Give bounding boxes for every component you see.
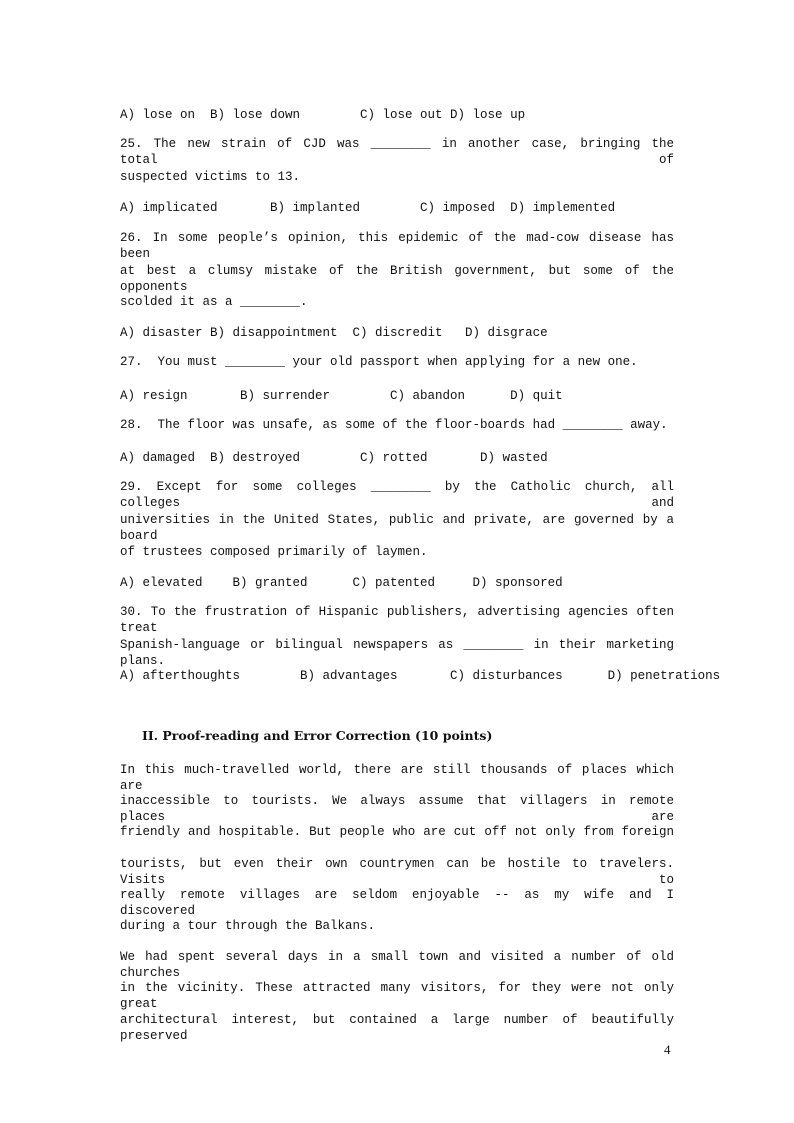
q29-stem-line1: 29. Except for some colleges ________ by the Catholic church, all colleges and [120, 480, 674, 510]
q26-stem-line2: at best a clumsy mistake of the British government, but some of the opponents [120, 264, 674, 294]
q26-options: A) disaster B) disappointment C) discredit D) disgrace [120, 326, 548, 340]
q26-stem-line1: 26. In some people’s opinion, this epidemic of the mad-cow disease has been [120, 231, 674, 261]
q27-options: A) resign B) surrender C) abandon D) quit [120, 389, 563, 403]
page-number: 4 [664, 1042, 671, 1057]
q29-stem-line2: universities in the United States, public and private, are governed by a board [120, 513, 674, 543]
passage-line: architectural interest, but contained a large number of beautifully preserved [120, 1013, 674, 1043]
q30-stem-line2: Spanish-language or bilingual newspapers as ________ in their marketing plans. [120, 638, 674, 668]
q26-stem-line3: scolded it as a ________. [120, 295, 308, 309]
passage-line: during a tour through the Balkans. [120, 919, 376, 933]
q29-options: A) elevated B) granted C) patented D) sponsored [120, 576, 563, 590]
q30-options: A) afterthoughts B) advantages C) disturbances D) penetrations [120, 669, 721, 683]
q25-stem-line1: 25. The new strain of CJD was ________ in another case, bringing the total of [120, 137, 674, 167]
q24-options: A) lose on B) lose down C) lose out D) lose up [120, 108, 526, 122]
passage-line: inaccessible to tourists. We always assume that villagers in remote places are [120, 794, 674, 824]
q25-options: A) implicated B) implanted C) imposed D) implemented [120, 201, 616, 215]
passage-line: really remote villages are seldom enjoyable -- as my wife and I discovered [120, 888, 674, 918]
passage-line: tourists, but even their own countrymen can be hostile to travelers. Visits to [120, 857, 674, 887]
q30-stem-line1: 30. To the frustration of Hispanic publishers, advertising agencies often treat [120, 605, 674, 635]
passage-line: In this much-travelled world, there are still thousands of places which are [120, 763, 674, 793]
q27-stem-line1: 27. You must ________ your old passport when applying for a new one. [120, 355, 638, 369]
section-heading: II. Proof-reading and Error Correction (10 points) [142, 728, 493, 743]
passage-line: in the vicinity. These attracted many visitors, for they were not only great [120, 981, 674, 1011]
q25-stem-line2: suspected victims to 13. [120, 170, 301, 184]
q28-options: A) damaged B) destroyed C) rotted D) wasted [120, 451, 548, 465]
passage-line: friendly and hospitable. But people who are cut off not only from foreign [120, 825, 674, 839]
passage-line: We had spent several days in a small town and visited a number of old churches [120, 950, 674, 980]
q29-stem-line3: of trustees composed primarily of laymen. [120, 545, 428, 559]
q28-stem-line1: 28. The floor was unsafe, as some of the floor-boards had ________ away. [120, 418, 668, 432]
